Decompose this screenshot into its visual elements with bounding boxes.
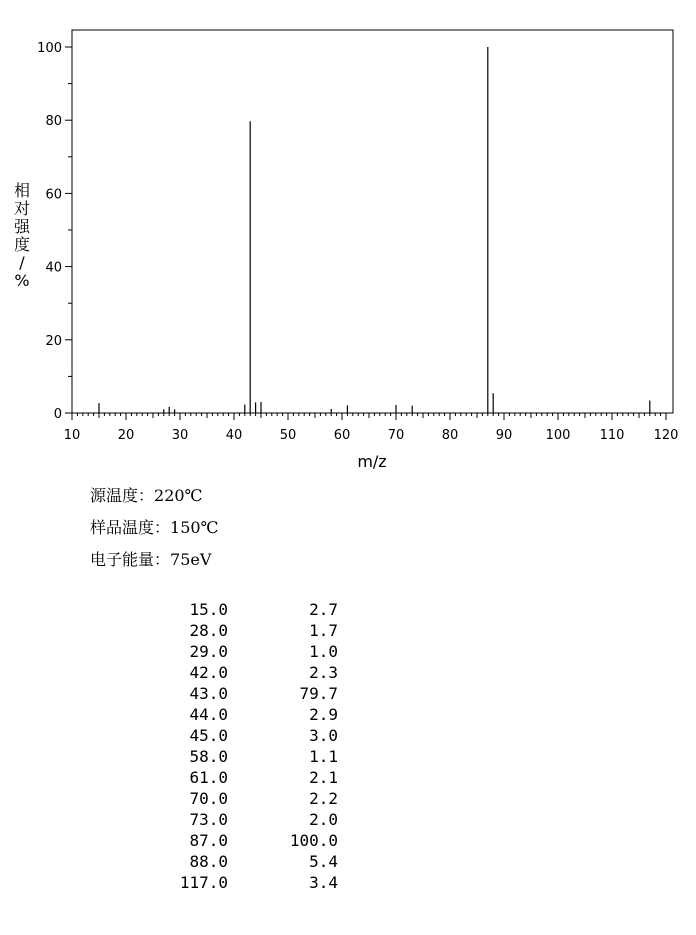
y-tick-label: 80 bbox=[45, 114, 62, 130]
y-tick-label: 20 bbox=[45, 333, 62, 349]
table-row bbox=[150, 872, 338, 893]
table-row bbox=[150, 620, 338, 641]
x-tick-label: 70 bbox=[387, 428, 405, 443]
condition-line bbox=[90, 550, 211, 570]
table-row bbox=[150, 767, 338, 788]
mz-value: 117.0 bbox=[179, 873, 228, 892]
abundance-value: 2.9 bbox=[309, 705, 338, 724]
x-tick-label: 20 bbox=[117, 428, 135, 443]
table-row bbox=[150, 662, 338, 683]
mz-value: 15.0 bbox=[189, 600, 228, 619]
abundance-value: 1.0 bbox=[309, 642, 338, 661]
x-tick-label: 40 bbox=[225, 428, 243, 443]
abundance-value: 2.1 bbox=[309, 768, 338, 787]
table-row bbox=[150, 683, 338, 704]
x-tick-label: 110 bbox=[599, 428, 625, 443]
abundance-value: 3.4 bbox=[309, 873, 338, 892]
peak-table bbox=[150, 599, 338, 893]
y-axis bbox=[37, 41, 72, 422]
x-tick-label: 90 bbox=[495, 428, 513, 443]
table-row bbox=[150, 704, 338, 725]
abundance-value: 3.0 bbox=[309, 726, 338, 745]
x-axis bbox=[64, 413, 679, 443]
y-tick-label: 100 bbox=[37, 41, 62, 56]
x-tick-label: 50 bbox=[279, 428, 297, 443]
table-row bbox=[150, 599, 338, 620]
table-row bbox=[150, 746, 338, 767]
plot-frame bbox=[72, 30, 673, 413]
condition-value: 220℃ bbox=[154, 486, 203, 505]
mz-value: 44.0 bbox=[189, 705, 228, 724]
mz-value: 42.0 bbox=[189, 663, 228, 682]
x-tick-label: 60 bbox=[333, 428, 351, 443]
mz-value: 43.0 bbox=[189, 684, 228, 703]
x-tick-label: 10 bbox=[63, 428, 81, 443]
table-row bbox=[150, 725, 338, 746]
spectrum-peaks bbox=[99, 47, 650, 413]
mz-value: 70.0 bbox=[189, 789, 228, 808]
mz-value: 45.0 bbox=[189, 726, 228, 745]
abundance-value: 5.4 bbox=[309, 852, 338, 871]
table-row bbox=[150, 788, 338, 809]
mz-value: 87.0 bbox=[189, 831, 228, 850]
y-axis-label: 相对强度/ % bbox=[13, 181, 31, 290]
x-tick-label: 80 bbox=[441, 428, 459, 443]
condition-value: 150℃ bbox=[170, 518, 219, 537]
mz-value: 58.0 bbox=[189, 747, 228, 766]
abundance-value: 1.1 bbox=[309, 747, 338, 766]
condition-line bbox=[90, 486, 202, 506]
abundance-value: 100.0 bbox=[289, 831, 338, 850]
abundance-value: 2.3 bbox=[309, 663, 338, 682]
mz-value: 61.0 bbox=[189, 768, 228, 787]
abundance-value: 2.2 bbox=[309, 789, 338, 808]
x-tick-label: 120 bbox=[653, 428, 679, 443]
condition-label: 源温度： bbox=[90, 486, 155, 505]
condition-label: 电子能量： bbox=[90, 550, 171, 569]
abundance-value: 2.0 bbox=[309, 810, 338, 829]
mz-value: 88.0 bbox=[189, 852, 228, 871]
y-tick-label: 60 bbox=[45, 187, 62, 203]
abundance-value: 79.7 bbox=[299, 684, 338, 703]
table-row bbox=[150, 641, 338, 662]
x-tick-label: 30 bbox=[171, 428, 189, 443]
y-tick-label: 0 bbox=[53, 407, 62, 422]
x-axis-label: m/z bbox=[357, 452, 387, 471]
x-tick-label: 100 bbox=[545, 428, 571, 443]
y-tick-label: 40 bbox=[45, 260, 62, 276]
mz-value: 73.0 bbox=[189, 810, 228, 829]
mz-value: 28.0 bbox=[189, 621, 228, 640]
table-row bbox=[150, 809, 338, 830]
condition-label: 样品温度： bbox=[90, 518, 171, 537]
table-row bbox=[150, 830, 338, 851]
condition-value: 75eV bbox=[170, 550, 212, 569]
condition-line bbox=[90, 518, 218, 538]
table-row bbox=[150, 851, 338, 872]
abundance-value: 2.7 bbox=[309, 600, 338, 619]
abundance-value: 1.7 bbox=[309, 621, 338, 640]
mz-value: 29.0 bbox=[189, 642, 228, 661]
